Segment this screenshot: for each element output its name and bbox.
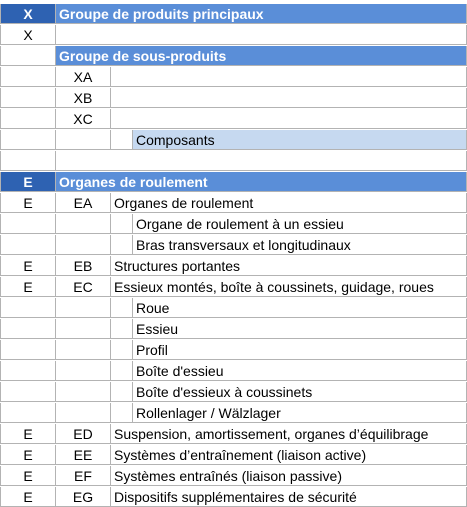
group-code-cell[interactable] — [0, 340, 56, 360]
table-row — [0, 235, 467, 255]
table-row — [0, 25, 467, 45]
description-cell[interactable]: Dispositifs supplémentaires de sécurité — [111, 487, 467, 507]
empty-cell[interactable] — [111, 235, 133, 255]
group-code-cell[interactable] — [0, 361, 56, 381]
empty-cell[interactable] — [111, 340, 133, 360]
table-row — [0, 130, 467, 150]
empty-cell[interactable] — [111, 214, 133, 234]
empty-cell[interactable] — [111, 403, 133, 423]
empty-cell[interactable] — [111, 88, 467, 108]
table-row — [0, 466, 467, 486]
subgroup-code-cell[interactable]: EF — [56, 466, 111, 486]
table-row — [0, 340, 467, 360]
subgroup-code-cell[interactable]: XB — [56, 88, 111, 108]
description-cell[interactable]: Systèmes entraînés (liaison passive) — [111, 466, 467, 486]
subgroup-code-cell[interactable]: ED — [56, 424, 111, 444]
subgroup-code-cell[interactable] — [56, 382, 111, 402]
table-row — [0, 214, 467, 234]
table-header-row — [0, 4, 467, 24]
empty-cell[interactable] — [111, 319, 133, 339]
group-code-cell[interactable]: E — [0, 193, 56, 213]
empty-cell[interactable] — [0, 151, 56, 171]
group-code-cell[interactable] — [0, 214, 56, 234]
group-code-cell[interactable]: E — [0, 487, 56, 507]
empty-cell[interactable] — [111, 382, 133, 402]
table-row — [0, 487, 467, 507]
empty-cell[interactable] — [56, 151, 467, 171]
group-code-cell[interactable] — [0, 403, 56, 423]
empty-cell[interactable] — [111, 130, 133, 150]
empty-cell[interactable] — [0, 130, 56, 150]
table-row — [0, 319, 467, 339]
subgroup-code-cell[interactable] — [56, 340, 111, 360]
section-code-cell[interactable]: E — [0, 172, 56, 192]
group-code-cell[interactable]: E — [0, 424, 56, 444]
component-cell[interactable]: Composants — [133, 130, 467, 150]
empty-cell[interactable] — [111, 298, 133, 318]
subgroup-title-cell[interactable]: Groupe de sous-produits — [56, 46, 467, 66]
group-code-cell[interactable] — [0, 235, 56, 255]
description-cell[interactable]: Systèmes d’entraînement (liaison active) — [111, 445, 467, 465]
description-cell[interactable]: Structures portantes — [111, 256, 467, 276]
subgroup-code-cell[interactable] — [56, 235, 111, 255]
table-row — [0, 298, 467, 318]
table-row — [0, 382, 467, 402]
code-cell[interactable]: X — [0, 25, 56, 45]
table-row — [0, 88, 467, 108]
description-cell[interactable]: Suspension, amortissement, organes d’équilibrage — [111, 424, 467, 444]
section-title-cell[interactable]: Organes de roulement — [56, 172, 467, 192]
group-code-cell[interactable] — [0, 382, 56, 402]
component-cell[interactable]: Organe de roulement à un essieu — [133, 214, 467, 234]
table-row — [0, 424, 467, 444]
table-row — [0, 361, 467, 381]
subgroup-code-cell[interactable] — [56, 298, 111, 318]
header-title-cell[interactable]: Groupe de produits principaux — [56, 4, 467, 24]
component-cell[interactable]: Boîte d'essieu — [133, 361, 467, 381]
subgroup-code-cell[interactable]: EA — [56, 193, 111, 213]
subgroup-code-cell[interactable] — [56, 403, 111, 423]
empty-cell[interactable] — [0, 46, 56, 66]
empty-cell[interactable] — [56, 25, 467, 45]
empty-cell[interactable] — [111, 361, 133, 381]
group-code-cell[interactable]: E — [0, 445, 56, 465]
empty-cell[interactable] — [0, 88, 56, 108]
component-cell[interactable]: Bras transversaux et longitudinaux — [133, 235, 467, 255]
component-cell[interactable]: Profil — [133, 340, 467, 360]
group-code-cell[interactable] — [0, 319, 56, 339]
group-code-cell[interactable] — [0, 298, 56, 318]
description-cell[interactable]: Organes de roulement — [111, 193, 467, 213]
empty-cell[interactable] — [111, 109, 467, 129]
group-code-cell[interactable]: E — [0, 466, 56, 486]
empty-cell[interactable] — [111, 67, 467, 87]
header-code-cell[interactable]: X — [0, 4, 56, 24]
table-row — [0, 256, 467, 276]
component-cell[interactable]: Roue — [133, 298, 467, 318]
group-code-cell[interactable]: E — [0, 256, 56, 276]
table-row — [0, 403, 467, 423]
table-row — [0, 277, 467, 297]
subgroup-code-cell[interactable]: EE — [56, 445, 111, 465]
component-cell[interactable]: Boîte d'essieux à coussinets — [133, 382, 467, 402]
subgroup-code-cell[interactable] — [56, 319, 111, 339]
empty-cell[interactable] — [0, 67, 56, 87]
table-row — [0, 445, 467, 465]
subgroup-code-cell[interactable] — [56, 361, 111, 381]
description-cell[interactable]: Essieux montés, boîte à coussinets, guidage, roues — [111, 277, 467, 297]
group-code-cell[interactable]: E — [0, 277, 56, 297]
subgroup-code-cell[interactable]: EC — [56, 277, 111, 297]
table-row — [0, 67, 467, 87]
empty-cell[interactable] — [56, 130, 111, 150]
subgroup-code-cell[interactable]: EG — [56, 487, 111, 507]
subgroup-code-cell[interactable]: XA — [56, 67, 111, 87]
empty-cell[interactable] — [0, 109, 56, 129]
table-row — [0, 193, 467, 213]
subgroup-code-cell[interactable] — [56, 214, 111, 234]
subgroup-code-cell[interactable]: EB — [56, 256, 111, 276]
subgroup-code-cell[interactable]: XC — [56, 109, 111, 129]
section-header-row — [0, 172, 467, 192]
component-cell[interactable]: Rollenlager / Wälzlager — [133, 403, 467, 423]
table-row — [0, 109, 467, 129]
table-row — [0, 151, 467, 171]
subgroup-header-row — [0, 46, 467, 66]
component-cell[interactable]: Essieu — [133, 319, 467, 339]
